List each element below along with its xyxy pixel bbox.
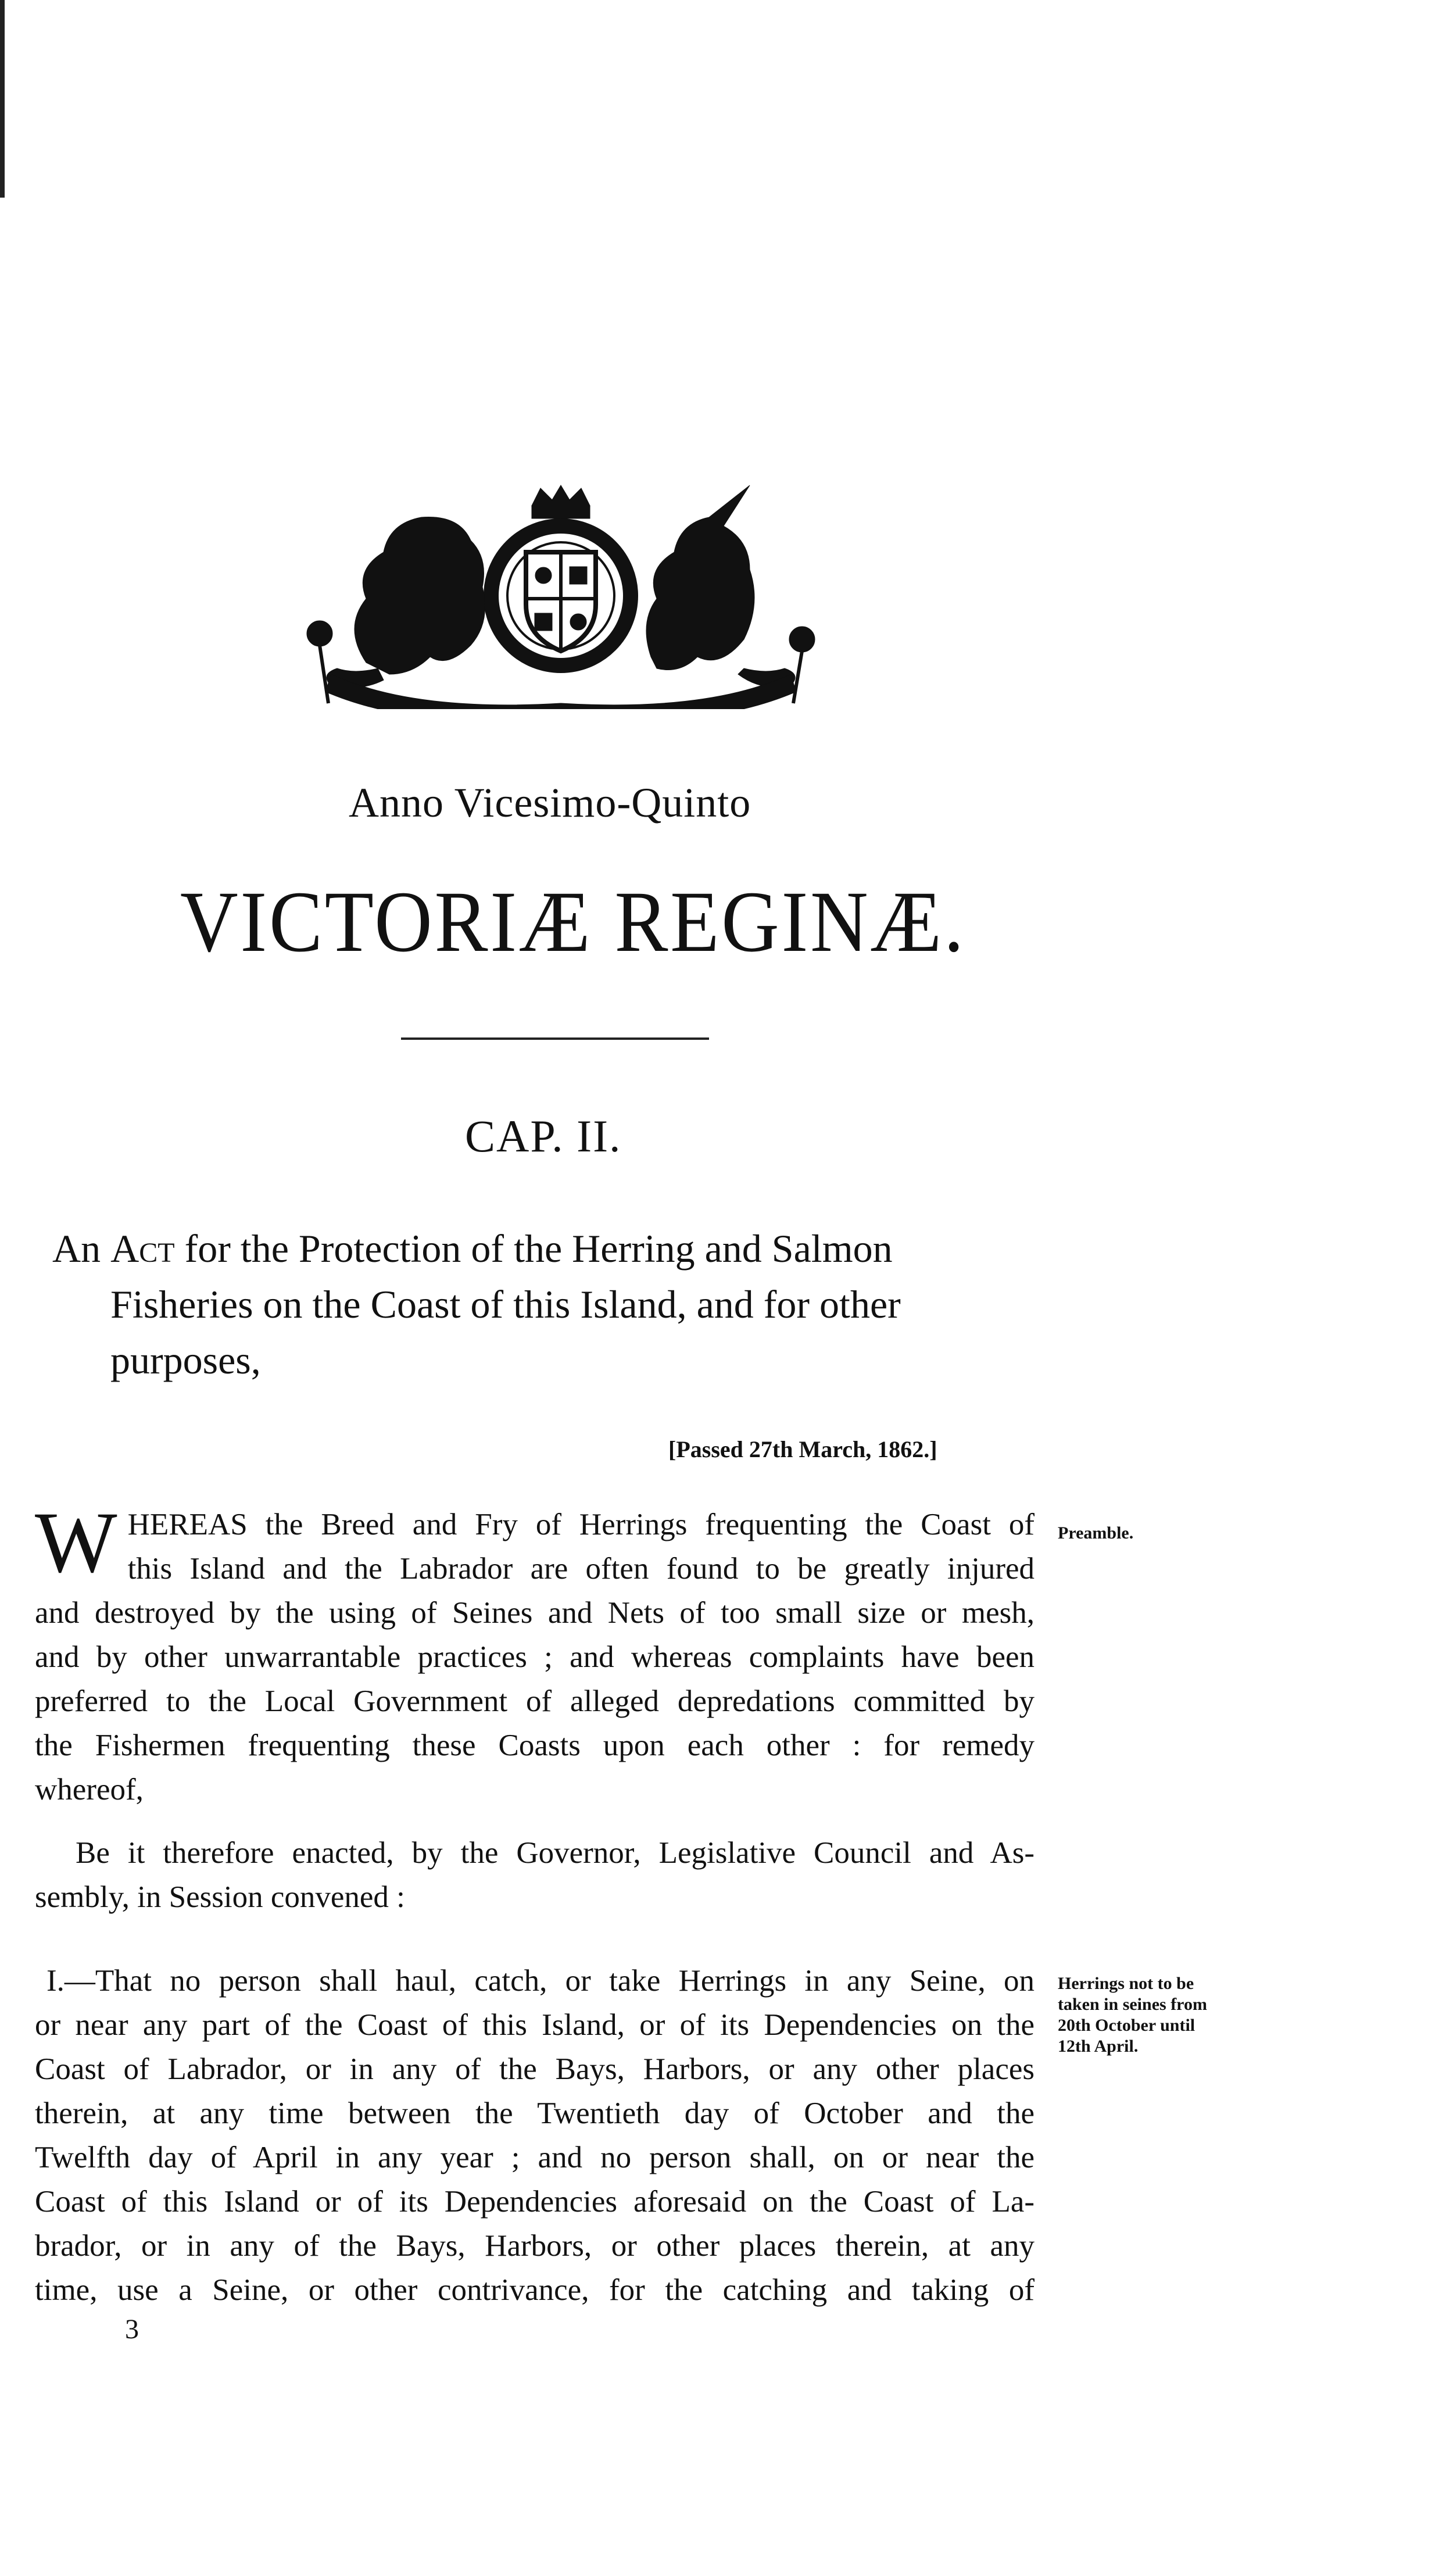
- act-title-prefix: An: [52, 1226, 111, 1271]
- royal-coat-of-arms-icon: [296, 482, 825, 709]
- preamble-line: and by other unwarrantable practices ; and whereas complaints have been: [35, 1640, 1034, 1674]
- marginal-note-line: 12th April.: [1058, 2037, 1139, 2056]
- marginal-note-herrings: [1058, 1973, 1302, 2057]
- preamble-line: this Island and the Labrador are often found to be greatly injured: [127, 1552, 1034, 1586]
- enacting-line: Be it therefore enacted, by the Governor, Legislative Council and As-: [76, 1836, 1034, 1870]
- act-title: [52, 1221, 1052, 1388]
- preamble-line: HEREAS the Breed and Fry of Herrings frequenting the Coast of: [127, 1508, 1034, 1541]
- preamble-paragraph: [35, 1494, 1034, 1812]
- section-one-line: Coast of this Island or of its Dependencies aforesaid on the Coast of La-: [35, 2185, 1034, 2219]
- act-title-line-2: Fisheries on the Coast of this Island, and for other: [110, 1282, 901, 1326]
- binding-edge: [0, 0, 5, 198]
- passed-date: [Passed 27th March, 1862.]: [668, 1436, 937, 1462]
- section-one-line: Twelfth day of April in any year ; and no person shall, on or near the: [35, 2141, 1034, 2174]
- page-number: 3: [125, 2314, 139, 2345]
- chapter-number: CAP. II.: [465, 1111, 622, 1161]
- section-one: [35, 1959, 1034, 2312]
- section-one-line: or near any part of the Coast of this Island, or of its Dependencies on the: [35, 2008, 1034, 2042]
- preamble-dropcap: W: [35, 1494, 117, 1591]
- section-one-line: brador, or in any of the Bays, Harbors, or other places therein, at any: [35, 2229, 1034, 2263]
- marginal-note-line: Herrings not to be: [1058, 1974, 1194, 1993]
- enacting-clause: [35, 1831, 1034, 1919]
- preamble-line: and destroyed by the using of Seines and Nets of too small size or mesh,: [35, 1596, 1034, 1630]
- section-one-line: therein, at any time between the Twentieth day of October and the: [35, 2096, 1034, 2130]
- preamble-line: the Fishermen frequenting these Coasts upon each other : for remedy: [35, 1729, 1034, 1762]
- section-one-line: time, use a Seine, or other contrivance, for the catching and taking of: [35, 2273, 1034, 2307]
- act-title-line-1: [52, 1221, 1052, 1276]
- act-title-line-3: purposes,: [110, 1338, 261, 1382]
- regnal-year-heading: Anno Vicesimo-Quinto: [349, 779, 751, 826]
- preamble-line: preferred to the Local Government of alleged depredations committed by: [35, 1684, 1034, 1718]
- section-one-line: I.—That no person shall haul, catch, or take Herrings in any Seine, on: [46, 1964, 1034, 1998]
- enacting-line: sembly, in Session convened :: [35, 1880, 405, 1914]
- heading-rule: [401, 1037, 709, 1040]
- act-word: Act: [110, 1226, 175, 1271]
- section-one-line: Coast of Labrador, or in any of the Bays, Harbors, or any other places: [35, 2052, 1034, 2086]
- marginal-note-preamble: Preamble.: [1058, 1523, 1134, 1543]
- preamble-line: whereof,: [35, 1773, 144, 1806]
- act-title-rest: for the Protection of the Herring and Salmon: [174, 1226, 893, 1271]
- marginal-note-line: taken in seines from: [1058, 1995, 1207, 2014]
- victoriae-reginae-heading: VICTORIÆ REGINÆ.: [180, 874, 967, 970]
- marginal-note-line: 20th October until: [1058, 2016, 1195, 2035]
